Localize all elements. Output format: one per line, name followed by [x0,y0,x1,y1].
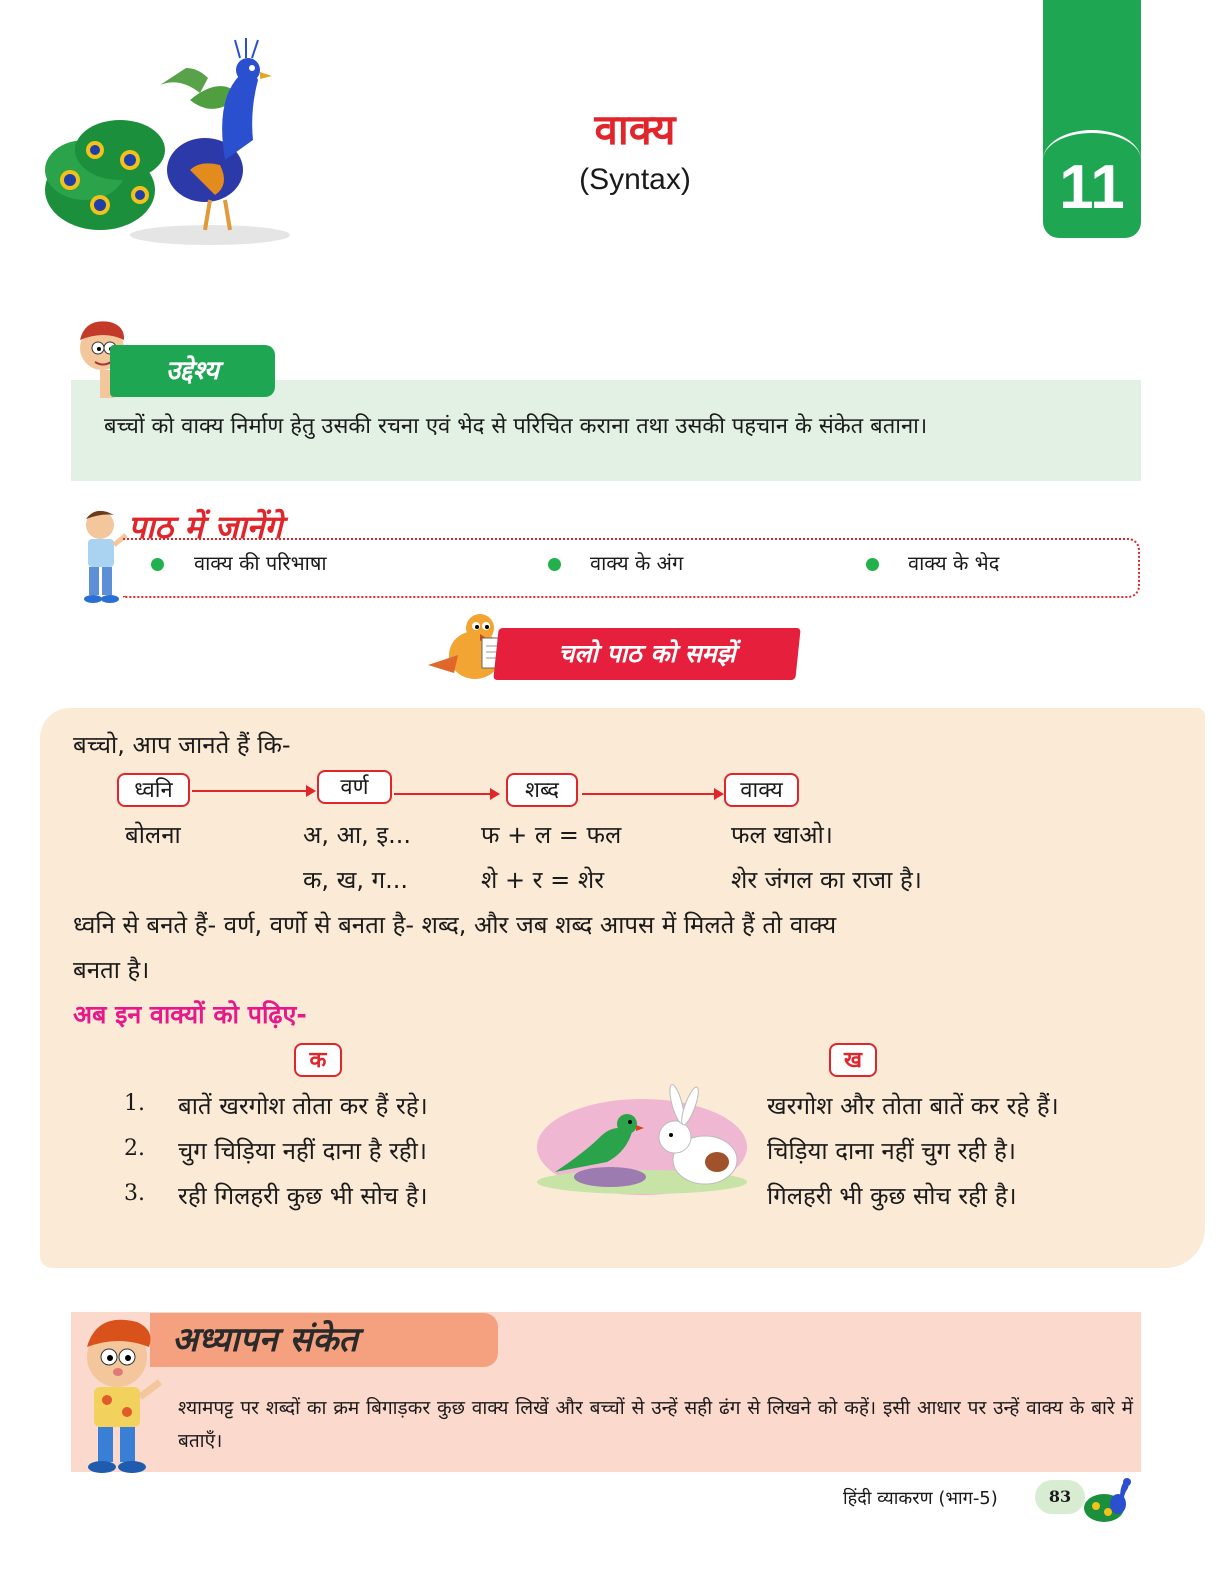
page-title: वाक्य [594,105,676,154]
flow-chip-sound: ध्वनि [117,773,190,807]
row1-speak: बोलना [125,821,181,849]
boy-pointing-mascot [78,505,128,605]
page-number: 83 [1035,1480,1085,1514]
exercise-heading: अब इन वाक्यों को पढ़िए- [73,1000,307,1029]
row1-sentence: फल खाओ। [731,821,833,849]
column-b-label: ख [829,1043,877,1077]
column-a-label: क [294,1043,342,1077]
flow-arrow [582,793,722,795]
correct-sentence: खरगोश और तोता बातें कर रहे हैं। [767,1092,1059,1120]
jumbled-sentence: चुग चिड़िया नहीं दाना है रही। [178,1137,427,1165]
peacock-illustration [40,30,300,250]
item-number: 2. [124,1136,145,1161]
row1-vowels: अ, आ, इ... [303,821,412,849]
row2-word: शे + र = शेर [481,866,605,894]
flow-arrow [192,790,314,792]
summary-line-1: ध्वनि से बनते हैं- वर्ण, वर्णो से बनता है- शब्द, और जब शब्द आपस में मिलते हैं तो वाक्य [73,911,837,939]
row1-word: फ + ल = फल [481,821,622,849]
flow-chip-letter: वर्ण [317,770,392,804]
teaching-hint-label: अध्यापन संकेत [150,1313,498,1367]
correct-sentence: चिड़िया दाना नहीं चुग रही है। [767,1137,1016,1165]
lesson-item: वाक्य के भेद [908,551,1000,575]
jumbled-sentence: बातें खरगोश तोता कर हैं रहे। [178,1092,428,1120]
chapter-number: 11 [1059,153,1125,222]
row2-sentence: शेर जंगल का राजा है। [731,866,922,894]
teaching-hint-text: श्यामपट्ट पर शब्दों का क्रम बिगाड़कर कुछ वाक्य लिखें और बच्चों से उन्हें सही ढंग से लिखने को कहें। इसी आधार पर उन्हें वाक्य के बारे में बताएँ। [178,1397,1133,1452]
bullet-icon [151,558,164,571]
intro-lead: बच्चो, आप जानते हैं कि- [73,731,291,759]
objective-text: बच्चों को वाक्य निर्माण हेतु उसकी रचना एवं भेद से परिचित कराना तथा उसकी पहचान के संकेत बताना। [104,414,928,439]
item-number: 3. [124,1181,145,1206]
correct-sentence: गिलहरी भी कुछ सोच रही है। [767,1182,1017,1210]
parrot-rabbit-illustration [535,1082,750,1197]
summary-line-2: बनता है। [73,956,150,984]
lesson-contents-title: पाठ में जानेंगे [128,508,283,546]
bullet-icon [866,558,879,571]
flow-arrow [394,793,498,795]
bullet-icon [548,558,561,571]
lesson-banner: चलो पाठ को समझें [558,639,736,668]
teacher-boy-mascot [72,1312,167,1477]
objective-label: उद्देश्य [110,345,275,397]
small-peacock-icon [1082,1476,1137,1524]
flow-chip-sentence: वाक्य [724,773,799,807]
item-number: 1. [124,1091,145,1116]
lesson-item: वाक्य के अंग [590,551,684,575]
page-subtitle: (Syntax) [579,163,691,196]
book-name: हिंदी व्याकरण (भाग-5) [843,1488,998,1509]
row2-consonants: क, ख, ग... [303,866,408,894]
lesson-item: वाक्य की परिभाषा [194,551,327,575]
jumbled-sentence: रही गिलहरी कुछ भी सोच है। [178,1182,428,1210]
flow-chip-word: शब्द [506,773,578,807]
